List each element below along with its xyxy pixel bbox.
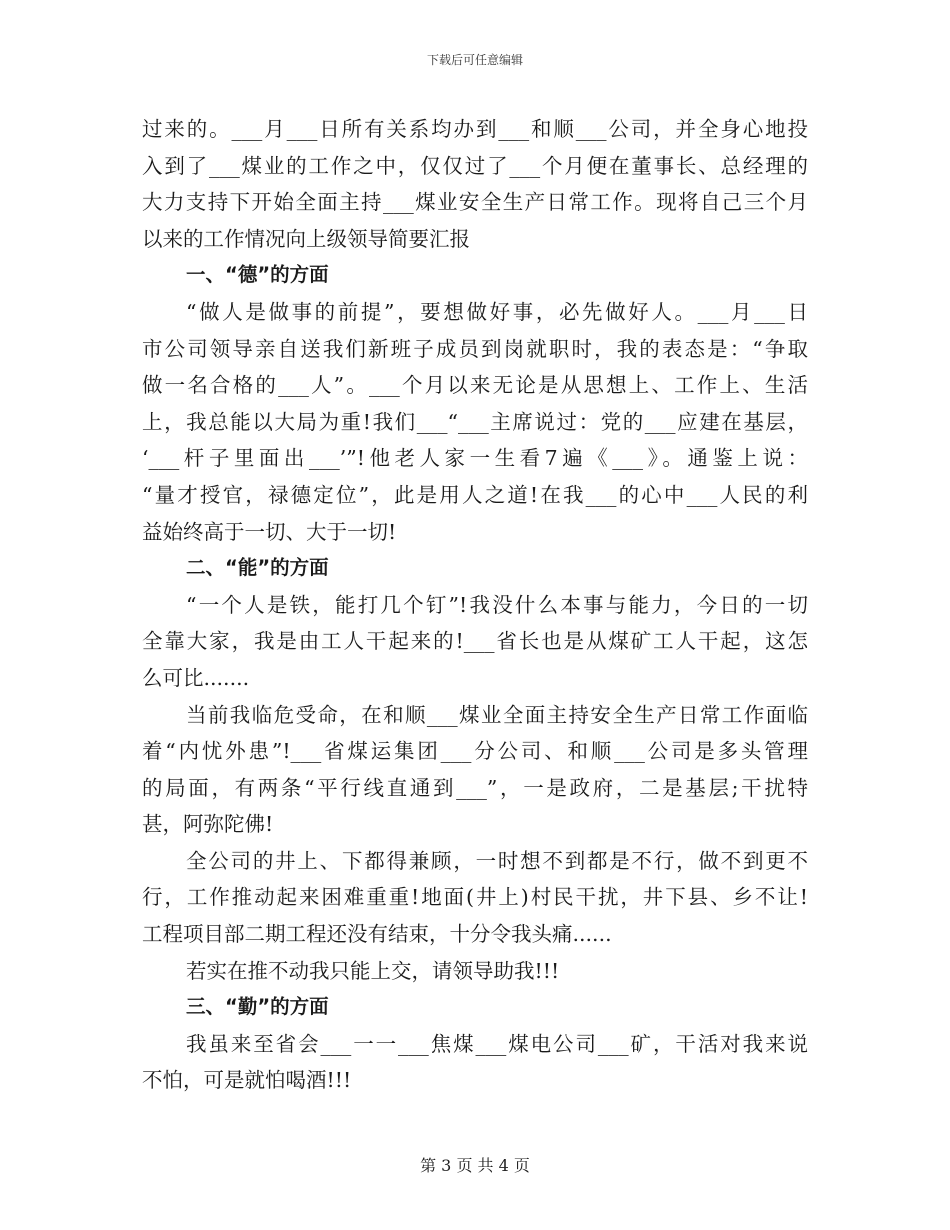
text-line: 当前我临危受命，在和顺___煤业全面主持安全生产日常工作面临	[186, 702, 808, 727]
text-line: 入到了___煤业的工作之中，仅仅过了___个月便在董事长、总经理的	[142, 153, 808, 178]
text-line: 的局面，有两条“平行线直通到___”，一是政府，二是基层;干扰特	[142, 775, 808, 800]
text-line: 大力支持下开始全面主持___煤业安全生产日常工作。现将自己三个月	[142, 190, 808, 215]
text-line: 上，我总能以大局为重!我们___“___主席说过：党的___应建在基层，	[142, 409, 808, 434]
page-footer: 第 3 页 共 4 页	[420, 1156, 530, 1175]
text-line: 市公司领导亲自送我们新班子成员到岗就职时，我的表态是：“争取	[142, 336, 808, 361]
text-line: 以来的工作情况向上级领导简要汇报	[142, 226, 470, 251]
section-heading-qin: 三、“勤”的方面	[186, 995, 329, 1019]
text-line: 工程项目部二期工程还没有结束，十分令我头痛......	[142, 922, 612, 947]
page-header: 下载后可任意编辑	[426, 53, 523, 67]
text-line: 全靠大家，我是由工人干起来的!___省长也是从煤矿工人干起，这怎	[142, 629, 808, 654]
text-line: ‘___杆子里面出___’”!他老人家一生看7遍《___》。通鉴上说：	[142, 446, 808, 471]
text-line: 行，工作推动起来困难重重!地面(井上)村民干扰，井下县、乡不让!	[142, 885, 808, 910]
text-line: “量才授官，禄德定位”，此是用人之道!在我___的心中___人民的利	[142, 482, 808, 507]
text-line: 益始终高于一切、大于一切!	[142, 519, 397, 544]
text-line: 若实在推不动我只能上交，请领导助我!!!	[186, 958, 560, 983]
text-line: 不怕，可是就怕喝酒!!!	[142, 1068, 352, 1093]
text-line: “做人是做事的前提”，要想做好事，必先做好人。___月___日	[186, 299, 808, 324]
section-heading-neng: 二、“能”的方面	[186, 556, 329, 580]
section-heading-de: 一、“德”的方面	[186, 263, 329, 287]
text-line: 么可比.......	[142, 665, 250, 690]
text-line: 着“内忧外患”!___省煤运集团___分公司、和顺___公司是多头管理	[142, 739, 808, 764]
text-line: 甚，阿弥陀佛!	[142, 812, 274, 837]
text-line: “一个人是铁，能打几个钉”!我没什么本事与能力，今日的一切	[186, 592, 808, 617]
text-line: 做一名合格的___人”。___个月以来无论是从思想上、工作上、生活	[142, 373, 808, 398]
text-line: 过来的。___月___日所有关系均办到___和顺___公司，并全身心地投	[142, 117, 808, 141]
text-line: 全公司的井上、下都得兼顾，一时想不到都是不行，做不到更不	[186, 848, 808, 873]
text-line: 我虽来至省会___一一___焦煤___煤电公司___矿，干活对我来说	[186, 1031, 808, 1056]
document-body	[142, 111, 808, 1099]
